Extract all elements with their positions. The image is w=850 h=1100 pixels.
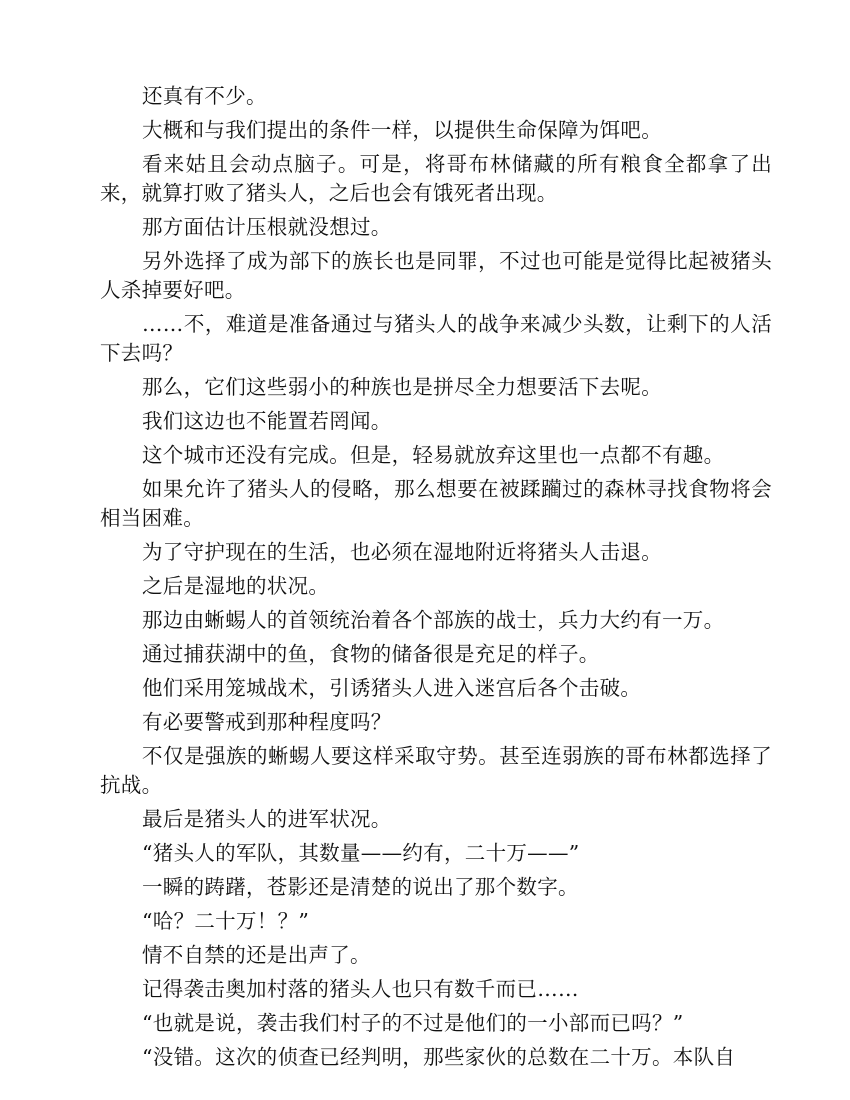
paragraph: 如果允许了猪头人的侵略，那么想要在被蹂躏过的森林寻找食物将会相当困难。 bbox=[100, 477, 772, 530]
paragraph: 为了守护现在的生活，也必须在湿地附近将猪头人击退。 bbox=[142, 540, 662, 564]
paragraph: 这个城市还没有完成。但是，轻易就放弃这里也一点都不有趣。 bbox=[142, 443, 725, 467]
paragraph: 看来姑且会动点脑子。可是，将哥布林储藏的所有粮食全都拿了出来，就算打败了猪头人，之后也会有饿死者出现。 bbox=[100, 152, 772, 205]
paragraph: 我们这边也不能置若罔闻。 bbox=[142, 409, 392, 433]
paragraph: 还真有不少。 bbox=[142, 84, 267, 108]
paragraph: 最后是猪头人的进军状况。 bbox=[142, 807, 392, 831]
document-page bbox=[100, 82, 772, 1077]
paragraph: 情不自禁的还是出声了。 bbox=[142, 943, 371, 967]
paragraph: 那么，它们这些弱小的种族也是拼尽全力想要活下去呢。 bbox=[142, 375, 662, 399]
paragraph: 之后是湿地的状况。 bbox=[142, 574, 330, 598]
paragraph: 那方面估计压根就没想过。 bbox=[142, 215, 392, 239]
paragraph: “猪头人的军队，其数量——约有，二十万——” bbox=[142, 841, 580, 865]
paragraph: 通过捕获湖中的鱼，食物的储备很是充足的样子。 bbox=[142, 642, 600, 666]
paragraph: 另外选择了成为部下的族长也是同罪，不过也可能是觉得比起被猪头人杀掉要好吧。 bbox=[100, 249, 772, 302]
paragraph: ……不，难道是准备通过与猪头人的战争来减少头数，让剩下的人活下去吗？ bbox=[100, 312, 772, 365]
paragraph: 记得袭击奥加村落的猪头人也只有数千而已…… bbox=[142, 977, 579, 1001]
paragraph: “也就是说，袭击我们村子的不过是他们的一小部而已吗？” bbox=[142, 1011, 684, 1035]
paragraph: 那边由蜥蜴人的首领统治着各个部族的战士，兵力大约有一万。 bbox=[142, 608, 725, 632]
paragraph: “哈？二十万！？” bbox=[142, 909, 310, 933]
paragraph: 不仅是强族的蜥蜴人要这样采取守势。甚至连弱族的哥布林都选择了抗战。 bbox=[100, 744, 772, 797]
paragraph: 他们采用笼城战术，引诱猪头人进入迷宫后各个击破。 bbox=[142, 676, 642, 700]
paragraph: 一瞬的踌躇，苍影还是清楚的说出了那个数字。 bbox=[142, 875, 579, 899]
paragraph: 有必要警戒到那种程度吗？ bbox=[142, 710, 392, 734]
paragraph: “没错。这次的侦查已经判明，那些家伙的总数在二十万。本队自 bbox=[142, 1045, 736, 1069]
paragraph: 大概和与我们提出的条件一样，以提供生命保障为饵吧。 bbox=[142, 118, 662, 142]
